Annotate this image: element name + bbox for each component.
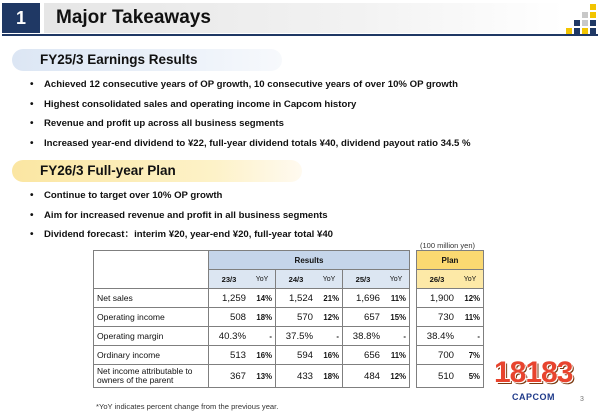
full-year-plan-bullets xyxy=(0,186,560,245)
yoy-cell: 16% xyxy=(316,346,343,365)
row-label: Operating margin xyxy=(94,327,209,346)
bullet-item: • Revenue and profit up across all business segments xyxy=(0,114,560,134)
bullet-item: • Dividend forecast：interim ¥20, year-end ¥20, full-year total ¥40 xyxy=(0,225,560,245)
value-cell: 367 xyxy=(209,365,250,388)
value-cell: 1,259 xyxy=(209,289,250,308)
yoy-cell: - xyxy=(249,327,276,346)
bullet-item: • Aim for increased revenue and profit in all business segments xyxy=(0,206,560,226)
plan-header: Plan xyxy=(417,251,484,270)
table-row xyxy=(94,346,484,365)
header-divider xyxy=(2,34,598,36)
yoy-header: YoY xyxy=(457,270,484,289)
plan-value-cell: 510 xyxy=(417,365,458,388)
value-cell: 40.3% xyxy=(209,327,250,346)
value-cell: 1,524 xyxy=(276,289,317,308)
row-label: Net sales xyxy=(94,289,209,308)
plan-year-header: 26/3 xyxy=(417,270,458,289)
row-label: Operating income xyxy=(94,308,209,327)
yoy-cell: 11% xyxy=(383,289,410,308)
yoy-cell: - xyxy=(316,327,343,346)
bullet-item: • Highest consolidated sales and operating income in Capcom history xyxy=(0,95,560,115)
bullet-item: • Increased year-end dividend to ¥22, full-year dividend totals ¥40, dividend payout ratio 34.5 % xyxy=(0,134,560,154)
year-header: 23/3 xyxy=(209,270,250,289)
yoy-cell: 14% xyxy=(249,289,276,308)
yoy-header: YoY xyxy=(383,270,410,289)
plan-yoy-cell: - xyxy=(457,327,484,346)
section-number-badge: 1 xyxy=(2,3,40,33)
value-cell: 38.8% xyxy=(343,327,384,346)
value-cell: 570 xyxy=(276,308,317,327)
plan-yoy-cell: 5% xyxy=(457,365,484,388)
table-row xyxy=(94,365,484,388)
financial-table xyxy=(93,250,484,388)
value-cell: 657 xyxy=(343,308,384,327)
table-row xyxy=(94,289,484,308)
value-cell: 513 xyxy=(209,346,250,365)
yoy-cell: 12% xyxy=(316,308,343,327)
yoy-footnote: *YoY indicates percent change from the previous year. xyxy=(96,402,279,411)
yoy-cell: 21% xyxy=(316,289,343,308)
decorative-squares xyxy=(566,4,596,34)
page-number: 3 xyxy=(580,396,584,403)
value-cell: 656 xyxy=(343,346,384,365)
yoy-cell: 18% xyxy=(249,308,276,327)
page-title: Major Takeaways xyxy=(44,3,564,33)
value-cell: 508 xyxy=(209,308,250,327)
plan-yoy-cell: 11% xyxy=(457,308,484,327)
value-cell: 1,696 xyxy=(343,289,384,308)
yoy-cell: - xyxy=(383,327,410,346)
yoy-cell: 16% xyxy=(249,346,276,365)
yoy-cell: 18% xyxy=(316,365,343,388)
value-cell: 37.5% xyxy=(276,327,317,346)
plan-value-cell: 1,900 xyxy=(417,289,458,308)
yoy-cell: 15% xyxy=(383,308,410,327)
bullet-item: • Achieved 12 consecutive years of OP growth, 10 consecutive years of over 10% OP growth xyxy=(0,75,560,95)
plan-value-cell: 38.4% xyxy=(417,327,458,346)
table-row xyxy=(94,327,484,346)
plan-yoy-cell: 7% xyxy=(457,346,484,365)
row-label-line: Net income attributable to xyxy=(97,365,193,376)
plan-value-cell: 730 xyxy=(417,308,458,327)
table-corner xyxy=(94,251,209,289)
plan-value-cell: 700 xyxy=(417,346,458,365)
year-header: 24/3 xyxy=(276,270,317,289)
watermark-brand: 18183 xyxy=(494,356,573,389)
row-label: Ordinary income xyxy=(94,346,209,365)
yoy-header: YoY xyxy=(316,270,343,289)
value-cell: 594 xyxy=(276,346,317,365)
yoy-cell: 13% xyxy=(249,365,276,388)
earnings-results-banner: FY25/3 Earnings Results xyxy=(12,49,282,71)
yoy-cell: 12% xyxy=(383,365,410,388)
full-year-plan-banner: FY26/3 Full-year Plan xyxy=(12,160,302,182)
plan-yoy-cell: 12% xyxy=(457,289,484,308)
row-label xyxy=(94,365,209,388)
bullet-item: • Continue to target over 10% OP growth xyxy=(0,186,560,206)
row-label-line: owners of the parent xyxy=(97,375,174,385)
earnings-results-bullets xyxy=(0,75,560,153)
unit-note: (100 million yen) xyxy=(420,241,476,250)
table-row xyxy=(94,308,484,327)
yoy-cell: 11% xyxy=(383,346,410,365)
value-cell: 433 xyxy=(276,365,317,388)
value-cell: 484 xyxy=(343,365,384,388)
year-header: 25/3 xyxy=(343,270,384,289)
yoy-header: YoY xyxy=(249,270,276,289)
watermark-sub: CAPCOM xyxy=(512,392,555,402)
results-header: Results xyxy=(209,251,410,270)
